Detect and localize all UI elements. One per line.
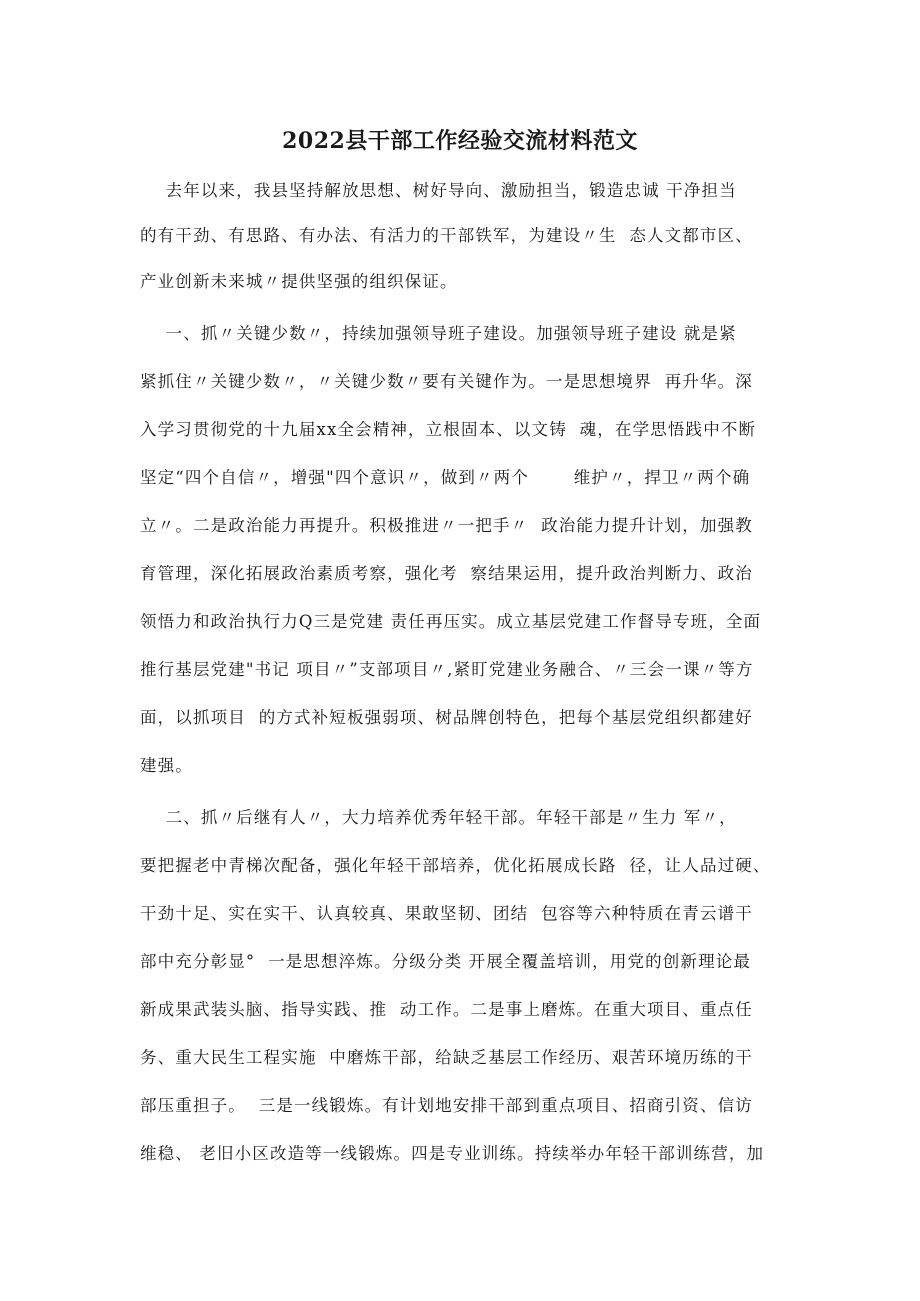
body-line: 产业创新未来城〃提供坚强的组织保证。	[140, 272, 458, 291]
body-line: 入学习贯彻党的十九届xx全会精神，立根固本、以文铸 魂，在学思悟践中不断	[140, 420, 757, 439]
body-line: 务、重大民生工程实施 中磨炼干部，给缺乏基层工作经历、艰苦环境历练的干	[140, 1048, 753, 1067]
body-line: 建强。	[140, 756, 193, 775]
body-line: 一、抓〃关键少数〃，持续加强领导班子建设。加强领导班子建设 就是紧	[140, 324, 737, 343]
document-title: 2022县干部工作经验交流材料范文	[282, 128, 638, 154]
body-line: 坚定“四个自信〃，增强"四个意识〃，做到〃两个 维护〃，捍卫〃两个确	[140, 468, 751, 487]
body-line: 面，以抓项目 的方式补短板强弱项、树品牌创特色，把每个基层党组织都建好	[140, 708, 753, 727]
body-line: 紧抓住〃关键少数〃，〃关键少数〃要有关键作为。一是思想境界 再升华。深	[140, 372, 753, 391]
body-line: 要把握老中青梯次配备，强化年轻干部培养，优化拓展成长路 径，让人品过硬、	[140, 856, 771, 875]
body-line: 推行基层党建"书记 项目〃”支部项目〃,紧盯党建业务融合、〃三会一课〃等方	[140, 660, 754, 679]
body-line: 二、抓〃后继有人〃，大力培养优秀年轻干部。年轻干部是〃生力 军〃，	[140, 808, 737, 827]
body-line: 的有干劲、有思路、有办法、有活力的干部铁军，为建设〃生 态人文都市区、	[140, 226, 753, 245]
body-line: 干劲十足、实在实干、认真较真、果敢坚韧、团结 包容等六种特质在青云谱干	[140, 904, 753, 923]
body-line: 部压重担子。 三是一线锻炼。有计划地安排干部到重点项目、招商引资、信访	[140, 1096, 753, 1115]
body-line: 部中充分彰显° 一是思想淬炼。分级分类 开展全覆盖培训，用党的创新理论最	[140, 952, 752, 971]
body-line: 领悟力和政治执行力Q三是党建 责任再压实。成立基层党建工作督导专班，全面	[140, 612, 762, 631]
body-line: 立〃。二是政治能力再提升。积极推进〃一把手〃 政治能力提升计划，加强教	[140, 516, 753, 535]
body-line: 新成果武装头脑、指导实践、推 动工作。二是事上磨炼。在重大项目、重点任	[140, 1000, 753, 1019]
body-line: 维稳、 老旧小区改造等一线锻炼。四是专业训练。持续举办年轻干部训练营，加	[140, 1144, 765, 1163]
body-line: 去年以来，我县坚持解放思想、树好导向、激励担当，锻造忠诚 干净担当	[140, 181, 737, 200]
body-line: 育管理，深化拓展政治素质考察，强化考 察结果运用，提升政治判断力、政治	[140, 564, 753, 583]
